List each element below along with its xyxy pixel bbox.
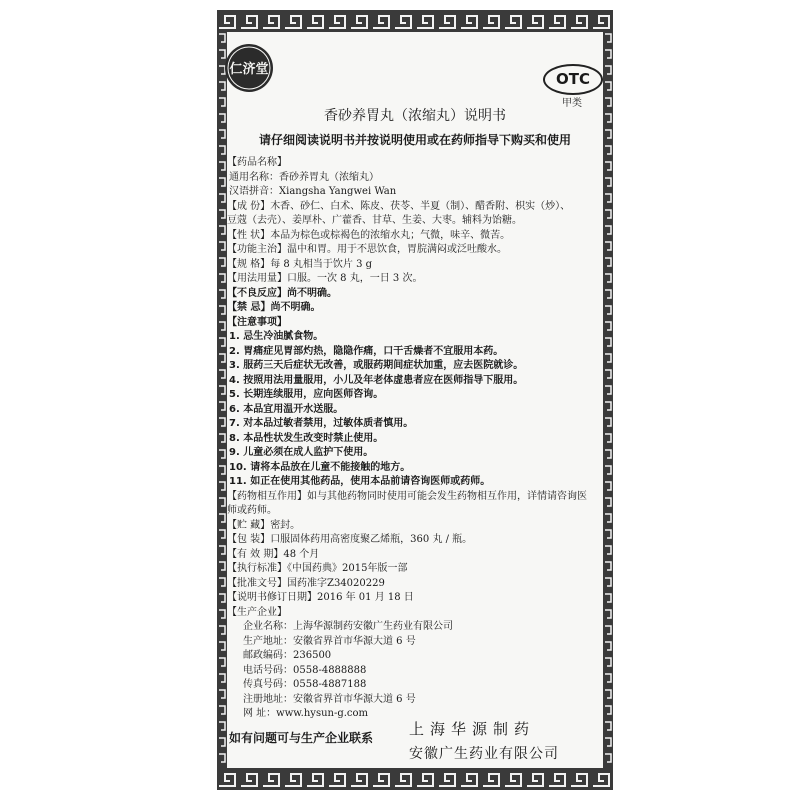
manufacturer-label: 【生产企业】 bbox=[227, 606, 287, 618]
leaflet-content bbox=[227, 156, 602, 722]
otc-class: 甲类 bbox=[562, 98, 582, 109]
manufacturer-item: 生产地址：安徽省界首市华源大道 6 号 bbox=[243, 635, 416, 647]
storage-row: 【贮 藏】密封。 bbox=[227, 519, 301, 531]
note-item: 8. 本品性状发生改变时禁止使用。 bbox=[229, 432, 384, 444]
contra-row: 【禁 忌】尚不明确。 bbox=[227, 302, 321, 313]
generic-name: 通用名称：香砂养胃丸（浓缩丸） bbox=[229, 171, 379, 183]
usage-row: 【用法用量】口服。一次 8 丸，一日 3 次。 bbox=[227, 273, 423, 284]
approval-row: 【批准文号】国药准字Z34020229 bbox=[227, 577, 385, 589]
interaction-cont: 师或药师。 bbox=[227, 505, 277, 516]
note-item: 9. 儿童必须在成人监护下使用。 bbox=[229, 447, 374, 458]
pinyin-name: 汉语拼音：Xiangsha Yangwei Wan bbox=[229, 186, 397, 197]
decorative-border-top bbox=[217, 10, 613, 32]
notes-label: 【注意事项】 bbox=[227, 316, 287, 328]
otc-badge: OTC bbox=[543, 64, 603, 95]
manufacturer-item: 邮政编码：236500 bbox=[243, 650, 332, 661]
note-item: 7. 对本品过敏者禁用，过敏体质者慎用。 bbox=[229, 418, 414, 429]
manufacturer-item: 电话号码：0558-4888888 bbox=[243, 664, 367, 676]
note-item: 10. 请将本品放在儿童不能接触的地方。 bbox=[229, 461, 411, 473]
indication-row: 【功能主治】温中和胃。用于不思饮食，胃脘满闷或泛吐酸水。 bbox=[227, 244, 507, 255]
document-title: 香砂养胃丸（浓缩丸）说明书 bbox=[324, 108, 506, 124]
manufacturer-item: 网 址：www.hysun-g.com bbox=[243, 708, 369, 719]
note-item: 5. 长期连续服用，应向医师咨询。 bbox=[229, 389, 384, 400]
package-row: 【包 装】口服固体药用高密度聚乙烯瓶，360 丸 / 瓶。 bbox=[227, 534, 473, 545]
validity-row: 【有 效 期】48 个月 bbox=[227, 548, 320, 560]
adverse-row: 【不良反应】尚不明确。 bbox=[227, 287, 337, 299]
manufacturer-item: 企业名称：上海华源制药安徽广生药业有限公司 bbox=[243, 621, 453, 632]
contact-note: 如有问题可与生产企业联系 bbox=[229, 731, 374, 745]
company-name-line1: 上海华源制药 bbox=[409, 720, 536, 738]
reading-warning: 请仔细阅读说明书并按说明使用或在药师指导下购买和使用 bbox=[258, 133, 571, 147]
character-row: 【性 状】本品为棕色或棕褐色的浓缩水丸；气微，味辛、微苦。 bbox=[227, 229, 511, 241]
manufacturer-item: 注册地址：安徽省界首市华源大道 6 号 bbox=[243, 693, 416, 705]
note-item: 4. 按照用法用量服用，小儿及年老体虚患者应在医师指导下服用。 bbox=[229, 374, 524, 386]
spec-row: 【规 格】每 8 丸相当于饮片 3 g bbox=[227, 258, 373, 270]
standard-row: 【执行标准】《中国药典》2015年版一部 bbox=[227, 563, 408, 574]
note-item: 3. 服药三天后症状无改善，或服药期间症状加重，应去医院就诊。 bbox=[229, 360, 524, 371]
svg-text:仁济堂: 仁济堂 bbox=[229, 62, 269, 77]
note-item: 6. 本品宜用温开水送服。 bbox=[229, 403, 344, 415]
decorative-border-bottom bbox=[217, 768, 613, 790]
manufacturer-item: 传真号码：0558-4887188 bbox=[243, 679, 367, 690]
interaction-row: 【药物相互作用】如与其他药物同时使用可能会发生药物相互作用，详情请咨询医 bbox=[227, 490, 587, 502]
drug-name-label: 【药品名称】 bbox=[227, 157, 287, 168]
note-item: 1. 忌生冷油腻食物。 bbox=[229, 331, 324, 342]
note-item: 2. 胃痛症见胃部灼热，隐隐作痛，口干舌燥者不宜服用本药。 bbox=[229, 345, 504, 357]
ingredients-cont: 豆蔻（去壳）、姜厚朴、广藿香、甘草、生姜、大枣。辅料为饴糖。 bbox=[227, 215, 522, 226]
revision-row: 【说明书修订日期】2016 年 01 月 18 日 bbox=[227, 592, 414, 603]
company-name-line2: 安徽广生药业有限公司 bbox=[409, 746, 559, 762]
leaflet-sheet bbox=[217, 10, 613, 790]
brand-logo bbox=[223, 42, 275, 94]
note-item: 11. 如正在使用其他药品，使用本品前请咨询医师或药师。 bbox=[229, 476, 491, 487]
ingredients-row: 【成 份】木香、砂仁、白术、陈皮、茯苓、半夏（制）、醋香附、枳实（炒）、 bbox=[227, 200, 571, 212]
